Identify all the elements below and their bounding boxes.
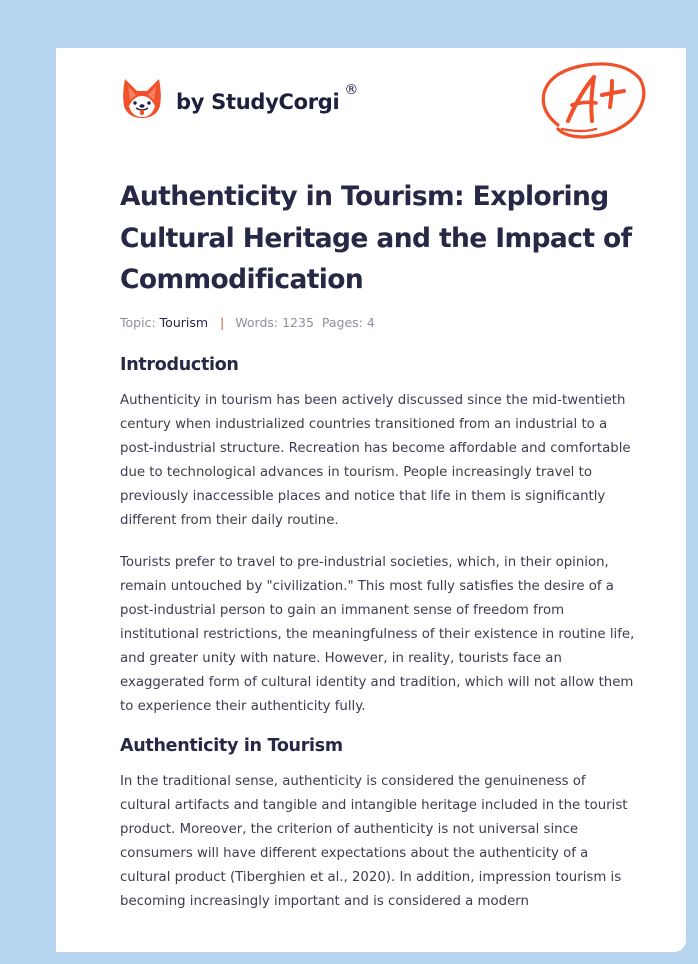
page-count: Pages: 4 xyxy=(321,314,375,330)
studycorgi-logo[interactable] xyxy=(122,76,358,120)
logo-text: by StudyCorgi xyxy=(176,90,340,114)
grade-badge xyxy=(538,59,648,146)
section-heading-authenticity-in-tourism: Authenticity in Tourism xyxy=(120,735,343,756)
paragraph: Tourists prefer to travel to pre-industrial societies, which, in their opinion, remain untouched by "civilization." This most fully satisfies the desire of a post-industrial person to gain an immanent sense of freedom from institutional restrictions, the meaningfulness of their existence in routine life, and greater unity with nature. However, in reality, tourists face an exaggerated form of cultural identity and tradition, which will not allow them to experience their authenticity fully. xyxy=(120,554,635,714)
topic-label: Topic: xyxy=(120,314,156,330)
registered-mark: ® xyxy=(344,82,359,98)
page-title: Authenticity in Tourism: Exploring Cultural Heritage and the Impact of Commodification xyxy=(120,181,632,295)
paragraph: Authenticity in tourism has been actively discussed since the mid-twentieth century when industrialized countries transitioned from an industrial to a post-industrial structure. Recreation has become affordable and comfortable due to technological advances in tourism. People increasingly travel to previously inaccessible places and notice that life in them is significantly different from their daily routine. xyxy=(120,392,631,528)
paragraph: In the traditional sense, authenticity is considered the genuineness of cultural artifacts and tangible and intangible heritage included in the tourist product. Moreover, the criterion of authenticity is not universal since consumers will have different expectations about the authenticity of a cultural product (Tiberghien et al., 2020). In addition, impression tourism is becoming increasingly important and is considered a modern xyxy=(120,773,628,909)
document-content xyxy=(120,176,640,914)
meta-separator: | xyxy=(220,314,225,330)
section-heading-introduction: Introduction xyxy=(120,354,239,375)
corgi-icon xyxy=(122,76,162,120)
document-meta xyxy=(120,315,640,330)
document-card xyxy=(56,48,686,952)
topic-link[interactable]: Tourism xyxy=(159,314,209,330)
a-plus-icon xyxy=(538,59,648,141)
word-count: Words: 1235 xyxy=(235,314,314,330)
